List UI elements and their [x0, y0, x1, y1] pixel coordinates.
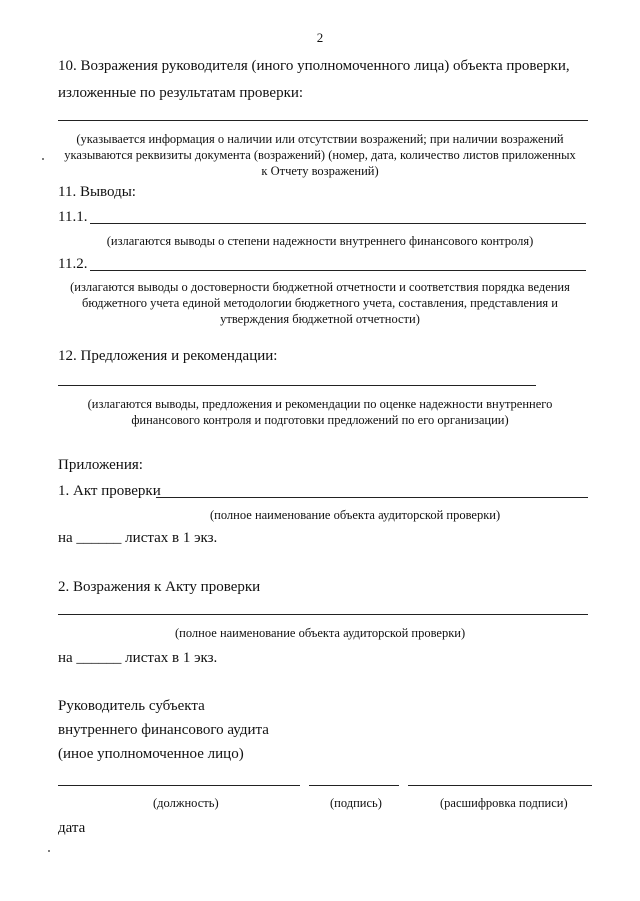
section11-item2-label: 11.2.: [58, 256, 88, 272]
signature-label: (подпись): [330, 796, 382, 810]
appendix2-sheets: на ______ листах в 1 экз.: [58, 650, 218, 666]
section11-item2-fill-line: [90, 270, 586, 271]
position-fill-line: [58, 785, 300, 786]
position-label: (должность): [153, 796, 219, 810]
section10-hint-3: к Отчету возражений): [261, 164, 379, 178]
signature-fill-line: [309, 785, 399, 786]
section10-hint-1: (указывается информация о наличии или отсутствии возражений; при наличии возражений: [76, 132, 564, 146]
scan-speck: [42, 158, 44, 160]
signer-title-2: внутреннего финансового аудита: [58, 722, 269, 738]
appendix1-label: 1. Акт проверки: [58, 483, 161, 499]
signer-title-3: (иное уполномоченное лицо): [58, 746, 244, 762]
section12-hint-1: (излагаются выводы, предложения и рекомендации по оценке надежности внутреннего: [87, 397, 553, 411]
appendix1-fill-line: [156, 497, 588, 498]
decode-fill-line: [408, 785, 592, 786]
section10-line1: 10. Возражения руководителя (иного уполномоченного лица) объекта проверки,: [58, 58, 570, 74]
section11-item1-hint: (излагаются выводы о степени надежности внутреннего финансового контроля): [106, 234, 534, 248]
section12-hint-2: финансового контроля и подготовки предложений по его организации): [131, 413, 509, 427]
date-label: дата: [58, 820, 86, 836]
appendix1-sheets: на ______ листах в 1 экз.: [58, 530, 218, 546]
section10-fill-line: [58, 120, 588, 121]
scan-speck: [48, 850, 50, 852]
section10-hint-2: указываются реквизиты документа (возражений) (номер, дата, количество листов приложенных: [64, 148, 576, 162]
appendix2-fill-line: [58, 614, 588, 615]
section11-title: 11. Выводы:: [58, 184, 136, 200]
section11-item2-hint-1: (излагаются выводы о достоверности бюджетной отчетности и соответствия порядка ведения: [70, 280, 570, 294]
section11-item2-hint-3: утверждения бюджетной отчетности): [220, 312, 420, 326]
appendix2-label: 2. Возражения к Акту проверки: [58, 579, 261, 595]
appendix1-hint: (полное наименование объекта аудиторской проверки): [210, 508, 501, 522]
decode-label: (расшифровка подписи): [440, 796, 568, 810]
section11-item1-fill-line: [90, 223, 586, 224]
appendices-title: Приложения:: [58, 457, 143, 473]
section10-line2: изложенные по результатам проверки:: [58, 85, 304, 101]
section12-fill-line: [58, 385, 536, 386]
section12-title: 12. Предложения и рекомендации:: [58, 348, 278, 364]
section11-item1-label: 11.1.: [58, 209, 88, 225]
appendix2-hint: (полное наименование объекта аудиторской проверки): [175, 626, 466, 640]
page-number: 2: [316, 30, 324, 45]
section11-item2-hint-2: бюджетного учета единой методологии бюджетного учета, составления, представления и: [82, 296, 558, 310]
signer-title-1: Руководитель субъекта: [58, 698, 205, 714]
